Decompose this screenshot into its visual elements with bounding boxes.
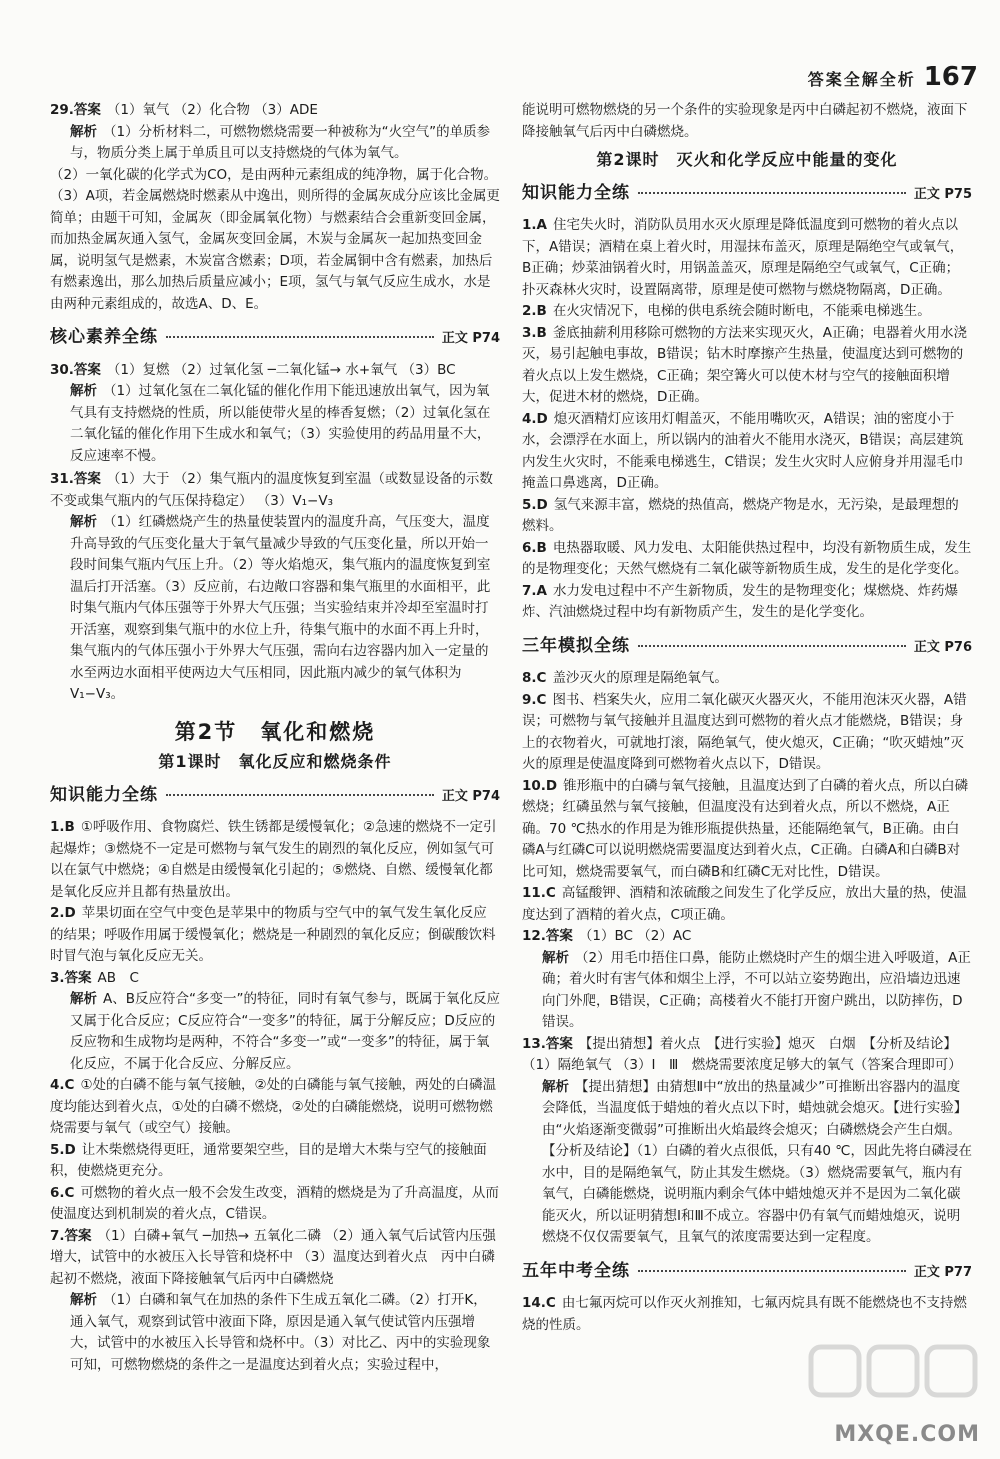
item-number: 13.答案 (522, 1035, 573, 1052)
page-number: 167 (923, 62, 978, 92)
section-ref: 正文 P74 (441, 331, 500, 346)
item-number: 12.答案 (522, 928, 573, 944)
item-text: 盖沙灭火的原理是隔绝氧气。 (552, 670, 728, 686)
section-heading (522, 636, 972, 659)
item-text: ①处的白磷不能与氧气接触，②处的白磷能与氧气接触，两处的白磷温度均能达到着火点，①处的白磷不燃烧，②处的白磷能燃烧，说明可燃物燃烧需要与氧气（或空气）接触。 (50, 1077, 497, 1136)
item-number: 7.答案 (50, 1227, 92, 1244)
continued-text: 能说明可燃物燃烧的另一个条件的实验现象是丙中白磷起初不燃烧，液面下降接触氧气后丙中白磷燃烧。 (522, 102, 968, 140)
item-number: 解析 (70, 1292, 97, 1308)
watermark-text: MXQE.COM (834, 1422, 980, 1447)
answer-item (522, 538, 972, 581)
answer-list (522, 1293, 972, 1336)
answer-text: （1）氧气 （2）化合物 （3）ADE (106, 102, 318, 118)
answer-item (522, 409, 972, 495)
answer-item (50, 968, 500, 990)
item-text: 苹果切面在空气中变色是苹果中的物质与空气中的氧气发生氧化反应的结果；呼吸作用属于缓慢氧化；燃烧是一种剧烈的氧化反应；倒碳酸饮料时冒气泡与氧化反应无关。 (50, 905, 496, 964)
item-number: 6.B (522, 539, 547, 556)
item-number: 3.答案 (50, 969, 92, 986)
answer-item (522, 301, 972, 323)
dotted-divider (638, 645, 906, 647)
item-number: 7.A (522, 582, 547, 599)
item-text: 图书、档案失火，应用二氧化碳灭火器灭火，不能用泡沫灭火器，A错误；可燃物与氧气接触并且温度达到可燃物的着火点才能燃烧，B错误；身上的衣物着火，可就地打滚，隔绝氧气，使火熄灭，C正确；“吹灭蜡烛”灭火的原理是使温度降到可燃物着火点以下，D错误。 (522, 691, 967, 772)
dotted-divider (638, 192, 906, 194)
answer-29 (50, 100, 500, 315)
answer-item (50, 903, 500, 968)
answer-list (522, 215, 972, 624)
item-number: 11.C (522, 885, 556, 901)
item-text: 由七氟丙烷可以作灭火剂推知，七氟丙烷具有既不能燃烧也不支持燃烧的性质。 (522, 1295, 967, 1333)
item-text: （1）BC （2）AC (578, 928, 692, 944)
answer-list (50, 817, 500, 1376)
answer-item (522, 690, 972, 776)
answer-list (522, 668, 972, 1249)
question-number: 31.答案 (50, 471, 101, 487)
answer-item (50, 817, 500, 903)
section-ref: 正文 P74 (441, 788, 500, 804)
analysis-label: 解析 (70, 123, 97, 140)
item-text: 【提出猜想】着火点 【进行实验】熄灭 白烟 【分析及结论】（1）隔绝氧气 （3）Ⅰ Ⅲ 燃烧需要浓度足够大的氧气（答案合理即可） (522, 1035, 962, 1073)
question-number: 29.答案 (50, 102, 101, 118)
item-text: 熄灭酒精灯应该用灯帽盖灭，不能用嘴吹灭，A错误；油的密度小于水，会漂浮在水面上，所以锅内的油着火不能用水浇灭，B错误；高层建筑内发生火灾时，不能乘电梯逃生，C错误；发生火灾时人应俯身并用湿毛巾掩盖口鼻逃离，D正确。 (522, 410, 964, 491)
analysis-text: （2）一氧化碳的化学式为CO，是由两种元素组成的纯净物，属于化合物。（3）A项，若金属燃烧时燃素从中逸出，则所得的金属灰成分应该比金属更简单；由题干可知，金属灰（即金属氧化物）与燃素结合会重新变回金属，而加热金属灰通入氢气，金属灰变回金属，木炭与金属灰一起加热变回金属，说明氢气是燃素，木炭富含燃素；D项，若金属铜中含有燃素，加热后有燃素逸出，那么加热后质量应减小；E项，氢气与氧气反应生成水，水是由两种元素组成的，故选A、D、E。 (50, 166, 500, 312)
item-number: 14.C (522, 1295, 556, 1311)
answer-30 (50, 360, 500, 468)
header-title: 答案全解全析 (807, 70, 916, 89)
answer-item (522, 776, 972, 884)
dotted-divider (638, 1270, 906, 1272)
item-text: 釜底抽薪利用移除可燃物的方法来实现灭火，A正确；电器着火用水浇灭，易引起触电事故，B错误；钻木时摩擦产生热量，使温度达到可燃物的着火点以上发生燃烧，C正确；架空篝火可以使木材与空气的接触面积增大，促进木材的燃烧，D正确。 (522, 324, 968, 405)
item-text: 让木柴燃烧得更旺，通常要架空些，目的是增大木柴与空气的接触面积，使燃烧更充分。 (50, 1141, 487, 1179)
item-text: 氢气来源丰富，燃烧的热值高，燃烧产物是水，无污染，是最理想的燃料。 (522, 496, 959, 534)
answer-item (50, 989, 500, 1075)
item-number: 解析 (70, 991, 97, 1007)
answer-item (50, 1226, 500, 1291)
item-number: 4.C (50, 1077, 75, 1093)
item-text: 【提出猜想】由猜想Ⅱ中“放出的热量减少”可推断出容器内的温度会降低，当温度低于蜡烛的着火点以下时，蜡烛就会熄灭。【进行实验】由“火焰逐渐变微弱”可推断出火焰最终会熄灭；白磷燃烧会产生白烟。【分析及结论】（1）白磷的着火点很低，只有40 ℃，因此先将白磷浸在水中，目的是隔绝氧气，防止其发生燃烧。（3）燃烧需要氧气，瓶内有氧气，白磷能燃烧，说明瓶内剩余气体中蜡烛熄灭并不是因为二氧化碳能灭火，所以证明猜想Ⅰ和Ⅲ不成立。容器中仍有氧气而蜡烛熄灭，说明燃烧不仅仅需要氧气，且氧气的浓度需要达到一定程度。 (542, 1078, 972, 1245)
item-text: 住宅失火时，消防队员用水灭火原理是降低温度到可燃物的着火点以下，A错误；酒精在桌上着火时，用湿抹布盖灭，原理是隔绝空气或氧气，B正确；炒菜油锅着火时，用锅盖盖灭，原理是隔绝空气或氧气，C正确；扑灭森林火灾时，设置隔离带，原理是使可燃物与燃烧物隔离，D正确。 (522, 217, 964, 298)
answer-item (50, 1075, 500, 1140)
answer-31 (50, 469, 500, 706)
answer-item (522, 926, 972, 948)
page-header (808, 62, 978, 92)
item-number: 9.C (522, 691, 547, 708)
answer-item (522, 323, 972, 409)
item-number: 5.D (50, 1141, 76, 1158)
section-title: 核心素养全练 (50, 327, 158, 347)
item-number: 4.D (522, 410, 548, 427)
answer-item (522, 668, 972, 690)
section-ref: 正文 P75 (913, 186, 972, 202)
left-column (50, 100, 500, 1376)
answer-item (522, 883, 972, 926)
analysis-label: 解析 (70, 514, 97, 530)
item-number: 1.A (522, 217, 547, 233)
answer-item (522, 948, 972, 1034)
analysis-text: （1）过氧化氢在二氧化锰的催化作用下能迅速放出氧气，因为氧气具有支持燃烧的性质，所以能使带火星的棒香复燃；（2）过氧化氢在二氧化锰的催化作用下生成水和氧气；（3）实验使用的药品用量不大，反应速率不慢。 (70, 383, 491, 464)
section-title: 知识能力全练 (50, 784, 158, 805)
lesson-title: 第1课时 氧化反应和燃烧条件 (158, 752, 392, 771)
section-heading (522, 1261, 972, 1284)
item-text: 水力发电过程中不产生新物质，发生的是物理变化；煤燃烧、炸药爆炸、汽油燃烧过程中均有新物质产生，发生的是化学变化。 (522, 582, 958, 620)
answer-item (522, 1293, 972, 1336)
chapter-title: 第2节 氧化和燃烧 (174, 719, 376, 744)
item-text: （1）白磷和氧气在加热的条件下生成五氧化二磷。（2）打开K，通入氧气，观察到试管中液面下降，原因是通入氧气使试管内压强增大，试管中的水被压入长导管和烧杯中。（3）对比乙、丙中的实验现象可知，可燃物燃烧的条件之一是温度达到着火点；实验过程中， (70, 1292, 491, 1373)
question-number: 30.答案 (50, 361, 101, 378)
item-number: 解析 (542, 949, 569, 966)
item-number: 2.D (50, 905, 76, 921)
answer-item (522, 215, 972, 301)
item-number: 1.B (50, 819, 75, 835)
item-text: 高锰酸钾、酒精和浓硫酸之间发生了化学反应，放出大量的热，使温度达到了酒精的着火点，C项正确。 (522, 885, 967, 923)
analysis-label: 解析 (70, 383, 97, 399)
section-title: 三年模拟全练 (522, 635, 630, 656)
section-ref: 正文 P77 (913, 1264, 972, 1280)
answer-item (522, 581, 972, 624)
item-number: 2.B (522, 303, 547, 319)
item-number: 解析 (542, 1078, 569, 1095)
analysis-text: （1）分析材料二，可燃物燃烧需要一种被称为“火空气”的单质参与，物质分类上属于单质且可以支持燃烧的气体为氧气。 (70, 123, 491, 161)
section-heading (50, 327, 500, 350)
item-text: 在火灾情况下，电梯的供电系统会随时断电，不能乘电梯逃生。 (552, 303, 931, 319)
item-number: 10.D (522, 777, 558, 794)
item-text: （1）白磷+氧气 ─加热→ 五氧化二磷 （2）通入氧气后试管内压强增大，试管中的水被压入长导管和烧杯中 （3）温度达到着火点 丙中白磷起初不燃烧，液面下降接触氧气后丙中白磷燃烧 (50, 1227, 496, 1287)
dotted-divider (166, 794, 434, 796)
item-text: ①呼吸作用、食物腐烂、铁生锈都是缓慢氧化；②急速的燃烧不一定引起爆炸；③燃烧不一定是可燃物与氧气发生的剧烈的氧化反应，例如氢气可以在氯气中燃烧；④自燃是由缓慢氧化引起的；⑤燃烧、自燃、缓慢氧化都是氧化反应并且都有热量放出。 (50, 819, 497, 900)
item-text: 电热器取暖、风力发电、太阳能供热过程中，均没有新物质生成，发生的是物理变化；天然气燃烧有二氧化碳等新物质生成，发生的是化学变化。 (522, 539, 972, 577)
section-ref: 正文 P76 (913, 639, 972, 655)
lesson-title: 第2课时 灭火和化学反应中能量的变化 (596, 150, 898, 169)
item-number: 5.D (522, 496, 548, 513)
analysis-text: （1）红磷燃烧产生的热量使装置内的温度升高，气压变大，温度升高导致的气压变化量大于氧气量减少导致的气压变化量，所以开始一段时间集气瓶内气压上升。（2）等火焰熄灭，集气瓶内的温度恢复到室温后打开活塞。（3）反应前，右边敞口容器和集气瓶里的水面相平，此时集气瓶内气体压强等于外界大气压强；当实验结束并冷却至室温时打开活塞，观察到集气瓶中的水位上升，待集气瓶中的水面不再上升时，集气瓶内的气体压强小于外界大气压强，需向右边容器内加入一定量的水至两边水面相平使两边大气压相同，因此瓶内减少的氧气体积为V₁−V₃。 (70, 514, 491, 702)
dotted-divider (166, 336, 434, 338)
item-text: 可燃物的着火点一般不会发生改变，酒精的燃烧是为了升高温度，从而使温度达到机制炭的着火点，C错误。 (50, 1184, 499, 1222)
answer-item (522, 1077, 972, 1249)
answer-item (50, 1140, 500, 1183)
answer-text: （1）复燃 （2）过氧化氢 ─二氧化锰→ 水+氧气 （3）BC (106, 361, 456, 378)
right-column (522, 100, 972, 1336)
item-text: A、B反应符合“多变一”的特征，同时有氧气参与，既属于氧化反应又属于化合反应；C反应符合“一变多”的特征，属于分解反应；D反应的反应物和生成物均是两种，不符合“多变一”或“一变多”的特征，属于氧化反应，不属于化合反应、分解反应。 (70, 991, 500, 1072)
item-number: 6.C (50, 1184, 75, 1201)
item-text: AB C (97, 969, 139, 986)
answer-item (50, 1183, 500, 1226)
item-text: 锥形瓶中的白磷与氧气接触，且温度达到了白磷的着火点，所以白磷燃烧；红磷虽然与氧气接触，但温度没有达到着火点，所以不燃烧，A正确。70 ℃热水的作用是为锥形瓶提供热量，还能隔绝氧气，B正确。由白磷A与红磷C可以说明燃烧需要温度达到着火点，C正确。白磷A和白磷B对比可知，燃烧需要氧气，而白磷B和红磷C无对比性，D错误。 (522, 777, 969, 880)
answer-item (522, 495, 972, 538)
section-title: 知识能力全练 (522, 182, 630, 203)
answer-item (522, 1034, 972, 1077)
section-heading (522, 183, 972, 206)
section-title: 五年中考全练 (522, 1260, 630, 1281)
section-heading (50, 785, 500, 808)
item-number: 8.C (522, 670, 547, 686)
item-text: （2）用毛巾捂住口鼻，能防止燃烧时产生的烟尘进入呼吸道，A正确；着火时有害气体和烟尘上浮，不可以站立姿势跑出，应沿墙边迅速向门外爬，B错误，C正确；高楼着火不能打开窗户跳出，以防摔伤，D错误。 (542, 949, 971, 1030)
answer-item (50, 1290, 500, 1376)
answer-text: （1）大于 （2）集气瓶内的温度恢复到室温（或数显设备的示数不变或集气瓶内的气压保持稳定） （3）V₁−V₃ (50, 471, 493, 509)
item-number: 3.B (522, 324, 547, 341)
